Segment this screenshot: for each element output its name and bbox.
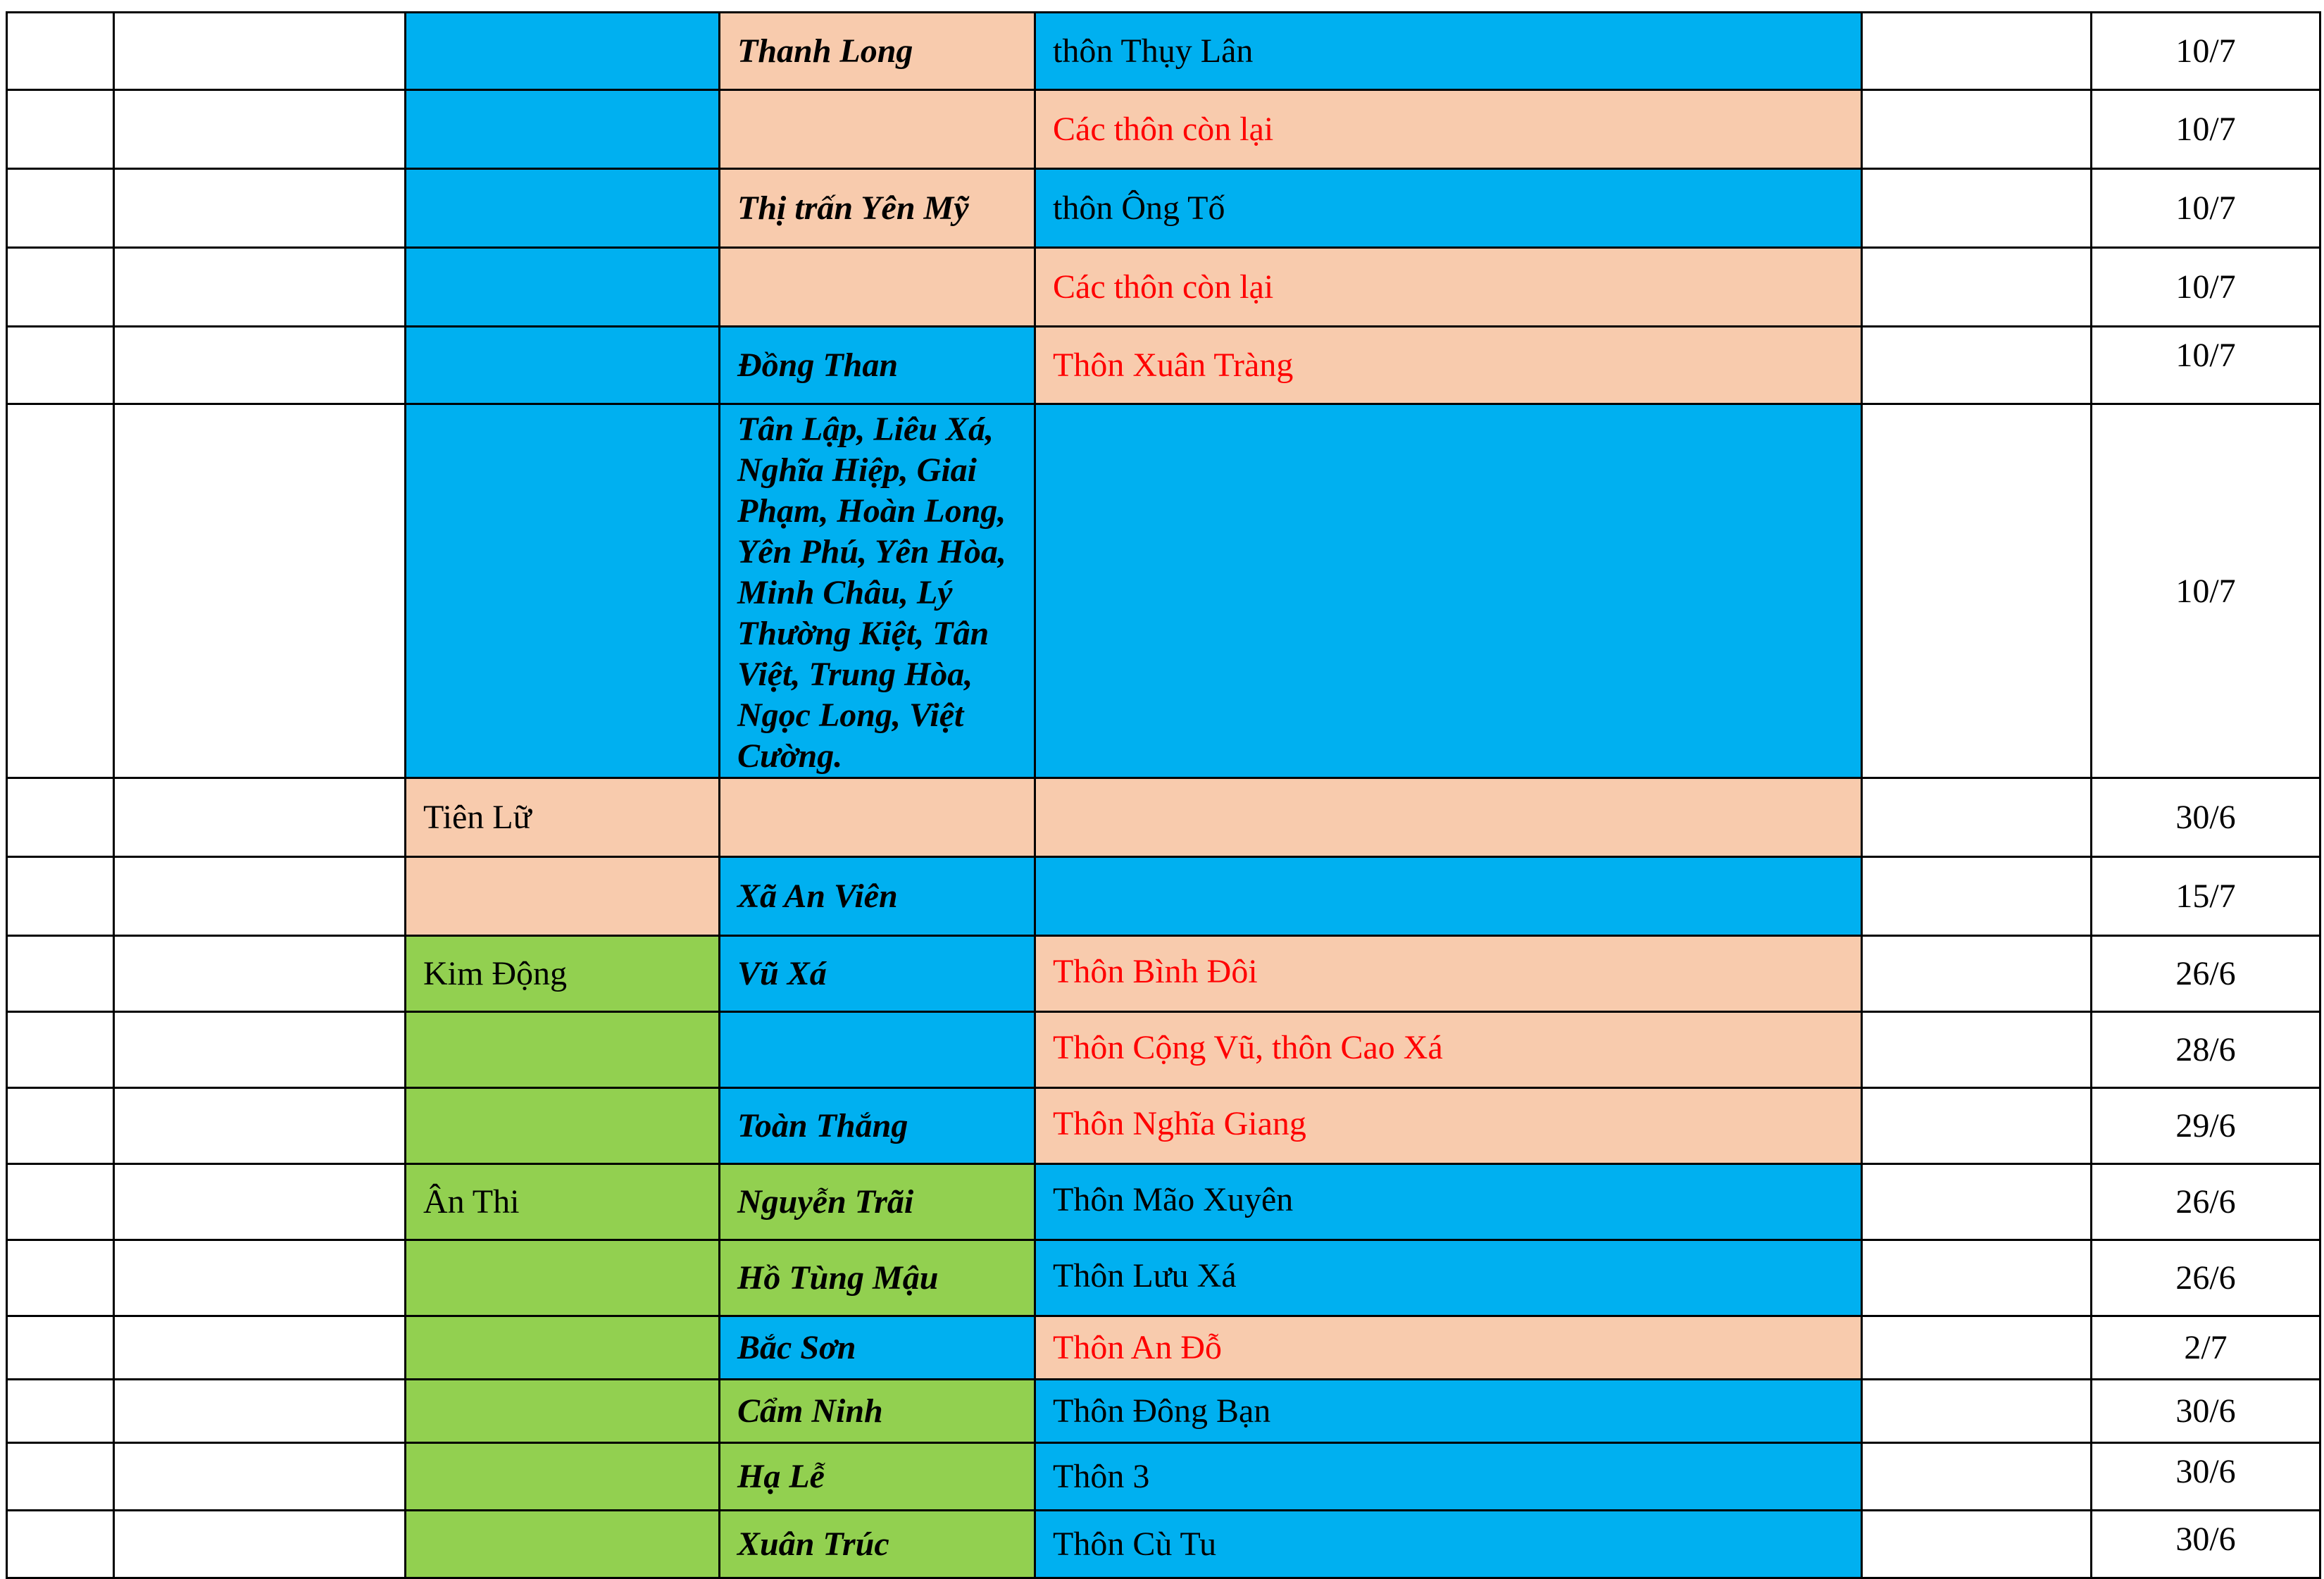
date-cell: 10/7 (2092, 248, 2320, 327)
district-cell (406, 1380, 720, 1443)
stt-cell (7, 1316, 114, 1380)
stt-cell (7, 778, 114, 857)
date-cell: 29/6 (2092, 1088, 2320, 1164)
table-row (7, 1511, 2320, 1578)
table-row (7, 169, 2320, 248)
blank-cell (114, 1316, 406, 1380)
district-cell (406, 1511, 720, 1578)
commune-cell: Hồ Tùng Mậu (720, 1240, 1035, 1316)
table-row (7, 248, 2320, 327)
stt-cell (7, 1012, 114, 1088)
blank-cell (114, 90, 406, 169)
note-cell (1862, 13, 2092, 90)
district-cell (406, 1088, 720, 1164)
blank-cell (114, 404, 406, 778)
district-cell: Tiên Lữ (406, 778, 720, 857)
district-cell: Kim Động (406, 936, 720, 1012)
table-row (7, 13, 2320, 90)
village-cell: Thôn Nghĩa Giang (1035, 1088, 1862, 1164)
commune-cell: Toàn Thắng (720, 1088, 1035, 1164)
village-cell: Thôn Cù Tu (1035, 1511, 1862, 1578)
date-cell: 10/7 (2092, 327, 2320, 404)
commune-cell: Đồng Than (720, 327, 1035, 404)
blank-cell (114, 13, 406, 90)
commune-cell: Vũ Xá (720, 936, 1035, 1012)
note-cell (1862, 1316, 2092, 1380)
commune-cell: Thanh Long (720, 13, 1035, 90)
table-row (7, 857, 2320, 936)
blank-cell (114, 1380, 406, 1443)
village-cell: Thôn Cộng Vũ, thôn Cao Xá (1035, 1012, 1862, 1088)
commune-cell (720, 90, 1035, 169)
note-cell (1862, 1164, 2092, 1240)
stt-cell (7, 90, 114, 169)
blank-cell (114, 936, 406, 1012)
commune-cell (720, 248, 1035, 327)
commune-cell: Xuân Trúc (720, 1511, 1035, 1578)
date-cell: 10/7 (2092, 404, 2320, 778)
stt-cell (7, 857, 114, 936)
date-cell: 30/6 (2092, 1380, 2320, 1443)
village-cell (1035, 404, 1862, 778)
commune-cell: Thị trấn Yên Mỹ (720, 169, 1035, 248)
note-cell (1862, 1511, 2092, 1578)
table-row (7, 1380, 2320, 1443)
note-cell (1862, 1088, 2092, 1164)
village-cell (1035, 857, 1862, 936)
stt-cell (7, 169, 114, 248)
date-cell: 2/7 (2092, 1316, 2320, 1380)
date-cell: 10/7 (2092, 169, 2320, 248)
district-cell (406, 169, 720, 248)
village-cell: Thôn 3 (1035, 1443, 1862, 1511)
village-cell: thôn Ông Tố (1035, 169, 1862, 248)
district-cell (406, 1443, 720, 1511)
note-cell (1862, 857, 2092, 936)
stt-cell (7, 1443, 114, 1511)
date-cell: 26/6 (2092, 1164, 2320, 1240)
district-cell (406, 857, 720, 936)
schedule-table (6, 11, 2321, 1579)
district-cell: Ân Thi (406, 1164, 720, 1240)
table-row (7, 1012, 2320, 1088)
stt-cell (7, 404, 114, 778)
commune-cell: Nguyễn Trãi (720, 1164, 1035, 1240)
commune-cell: Bắc Sơn (720, 1316, 1035, 1380)
blank-cell (114, 1240, 406, 1316)
district-cell (406, 13, 720, 90)
district-cell (406, 404, 720, 778)
blank-cell (114, 327, 406, 404)
blank-cell (114, 1443, 406, 1511)
village-cell: Các thôn còn lại (1035, 90, 1862, 169)
village-cell: Thôn Mão Xuyên (1035, 1164, 1862, 1240)
blank-cell (114, 1511, 406, 1578)
commune-cell: Xã An Viên (720, 857, 1035, 936)
stt-cell (7, 1088, 114, 1164)
table-row (7, 778, 2320, 857)
stt-cell (7, 1511, 114, 1578)
table-row (7, 90, 2320, 169)
village-cell: Thôn Lưu Xá (1035, 1240, 1862, 1316)
stt-cell (7, 13, 114, 90)
blank-cell (114, 248, 406, 327)
stt-cell (7, 327, 114, 404)
commune-cell: Cẩm Ninh (720, 1380, 1035, 1443)
stt-cell (7, 248, 114, 327)
note-cell (1862, 169, 2092, 248)
date-cell: 26/6 (2092, 1240, 2320, 1316)
village-cell: Các thôn còn lại (1035, 248, 1862, 327)
table-row (7, 1088, 2320, 1164)
schedule-table-page (6, 11, 2319, 1568)
village-cell (1035, 778, 1862, 857)
commune-cell (720, 778, 1035, 857)
table-row (7, 1240, 2320, 1316)
district-cell (406, 1012, 720, 1088)
stt-cell (7, 1164, 114, 1240)
blank-cell (114, 1088, 406, 1164)
note-cell (1862, 1240, 2092, 1316)
note-cell (1862, 778, 2092, 857)
district-cell (406, 327, 720, 404)
table-row (7, 936, 2320, 1012)
note-cell (1862, 936, 2092, 1012)
village-cell: Thôn Đông Bạn (1035, 1380, 1862, 1443)
date-cell: 26/6 (2092, 936, 2320, 1012)
district-cell (406, 1240, 720, 1316)
date-cell: 10/7 (2092, 13, 2320, 90)
blank-cell (114, 169, 406, 248)
date-cell: 10/7 (2092, 90, 2320, 169)
district-cell (406, 248, 720, 327)
blank-cell (114, 857, 406, 936)
stt-cell (7, 1240, 114, 1316)
date-cell: 30/6 (2092, 778, 2320, 857)
note-cell (1862, 327, 2092, 404)
date-cell: 28/6 (2092, 1012, 2320, 1088)
district-cell (406, 1316, 720, 1380)
blank-cell (114, 1012, 406, 1088)
table-row (7, 1443, 2320, 1511)
village-cell: Thôn An Đỗ (1035, 1316, 1862, 1380)
note-cell (1862, 90, 2092, 169)
table-row (7, 404, 2320, 778)
date-cell: 30/6 (2092, 1511, 2320, 1578)
district-cell (406, 90, 720, 169)
date-cell: 30/6 (2092, 1443, 2320, 1511)
stt-cell (7, 936, 114, 1012)
note-cell (1862, 248, 2092, 327)
village-cell: Thôn Bình Đôi (1035, 936, 1862, 1012)
commune-list-cell: Tân Lập, Liêu Xá, Nghĩa Hiệp, Giai Phạm, Hoàn Long, Yên Phú, Yên Hòa, Minh Châu, Lý Thường Kiệt, Tân Việt, Trung Hòa, Ngọc Long, Việt Cường. (720, 404, 1035, 778)
note-cell (1862, 1012, 2092, 1088)
village-cell: thôn Thụy Lân (1035, 13, 1862, 90)
note-cell (1862, 1380, 2092, 1443)
blank-cell (114, 778, 406, 857)
commune-cell (720, 1012, 1035, 1088)
note-cell (1862, 404, 2092, 778)
blank-cell (114, 1164, 406, 1240)
village-cell: Thôn Xuân Tràng (1035, 327, 1862, 404)
table-row (7, 1164, 2320, 1240)
table-row (7, 327, 2320, 404)
stt-cell (7, 1380, 114, 1443)
note-cell (1862, 1443, 2092, 1511)
date-cell: 15/7 (2092, 857, 2320, 936)
table-row (7, 1316, 2320, 1380)
commune-cell: Hạ Lễ (720, 1443, 1035, 1511)
